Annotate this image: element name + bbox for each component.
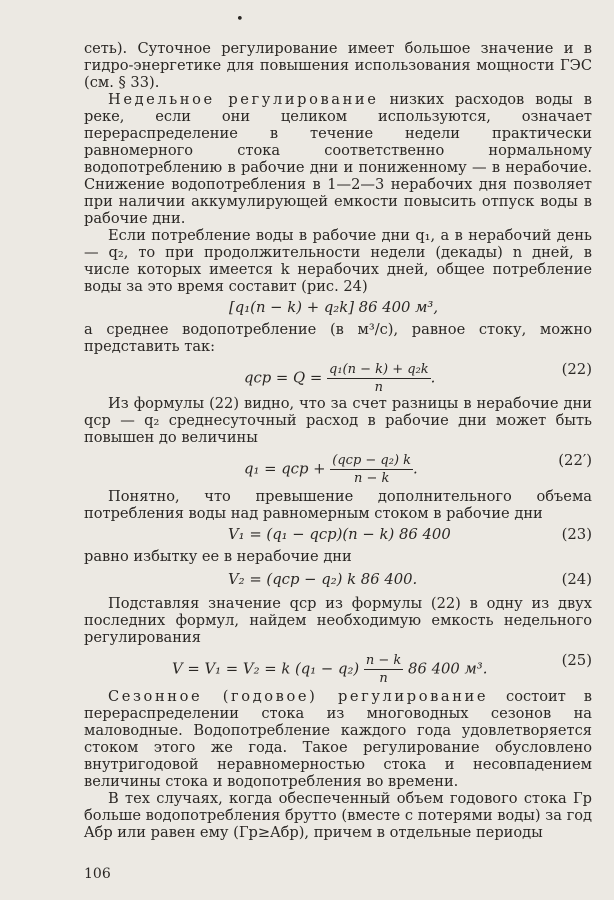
formula-22prime-number: (22′) [558,452,592,469]
formula-24-number: (24) [561,571,592,588]
formula-22prime-numerator: (qср − q₂) k [332,453,412,468]
formula-24 [84,565,592,595]
formula-22prime-fraction [330,452,413,487]
paragraph-weekly [84,91,592,227]
formula-22prime [84,446,592,488]
formula-25-right: 86 400 м³. [408,660,488,678]
paragraph-4: а среднее водопотребление (в м³/с), равное стоку, можно представить так: [84,321,592,355]
formula-22 [84,355,592,395]
paragraph-7: равно избытку ее в нерабочие дни [84,548,352,565]
formula-total [84,295,592,321]
formula-25 [84,646,592,688]
formula-total-expr: [q₁(n − k) + q₂k] 86 400 м³, [229,299,439,316]
formula-25-expr [172,652,487,687]
page-text [84,40,592,841]
paragraph-5: Из формулы (22) видно, что за счет разницы в нерабочие дни qср — q₂ среднесуточный расход в рабочие дни может быть повышен до величины [84,395,592,446]
paragraph-1: сеть). Суточное регулирование имеет большое значение и в гидро-энергетике для повышения использования мощности ГЭС (см. § 33). [84,40,592,91]
formula-22-denominator: n [374,380,384,395]
formula-24-expr: V₂ = (qср − q₂) k 86 400. [228,571,418,588]
page-number: 106 [84,866,111,882]
paragraph-seasonal-body: состоит в перераспределении стока из многоводных сезонов на маловодные. Водопотребление каждого года удовлетворяется стоком этого же года. Такое регулирование обусловлено внутригодовой неравномерностью стока и несовпадением величины стока и водопотребления во времени. [84,688,592,790]
paragraph-8: Подставляя значение qср из формулы (22) в одну из двух последних формул, найдем необходимую емкость недельного регулирования [84,595,592,646]
formula-25-left: V = V₁ = V₂ = k (q₁ − q₂) [172,660,360,678]
paragraph-weekly-body: низких расходов воды в реке, если они целиком используются, означает перераспределение в течение недели практически равномерного стока соответственно нормальному водопотреблению в рабочие дни и пониженному — в нерабочие. Снижение водопотребления в 1—2—3 нерабочих дня позволяет при наличии аккумулирующей емкости повысить отпуск воды в рабочие дни. [84,91,592,227]
formula-22-fraction [327,361,431,396]
heading-seasonal-regulation: Сезонное (годовое) регулирование [108,688,489,705]
paragraph-10: В тех случаях, когда обеспеченный объем годового стока Гр больше водопотребления брутто (вместе с потерями воды) за год Aбр или равен ему (Гр≥Aбр), причем в отдельные периоды [84,790,592,841]
formula-22prime-expr: q₁ = qср + $\frac{\text{(qср − q₂) k}}{n - k}$ . [244,453,418,486]
paragraph-6: Понятно, что превышение дополнительного объема потребления воды над равномерным стоком в рабочие дни [84,488,592,522]
formula-22-expr: qср = Q = $\frac{\text{q₁(n − k) + q₂k}}{n}$ . [244,362,436,395]
formula-25-numerator: n − k [365,653,402,668]
formula-23-number: (23) [561,526,592,543]
formula-25-number: (25) [561,652,592,669]
formula-25-fraction [364,652,403,687]
formula-22-numerator: q₁(n − k) + q₂k [329,362,429,377]
formula-23 [84,522,592,548]
formula-22prime-left: q₁ = qср + [244,460,326,478]
formula-23-expr: V₁ = (q₁ − qср)(n − k) 86 400 [228,526,451,543]
formula-22prime-denominator: n − k [353,471,390,486]
formula-22-number: (22) [561,361,592,378]
top-mark: • [236,12,244,27]
paragraph-seasonal [84,688,592,790]
formula-25-denominator: n [379,671,388,686]
paragraph-3: Если потребление воды в рабочие дни q₁, а в нерабочий день — q₂, то при продолжительности недели (декады) n дней, в числе которых имеется k нерабочих дней, общее потребление воды за это время составит (рис. 24) [84,227,592,295]
heading-weekly-regulation: Недельное регулирование [108,91,379,108]
formula-22-left: qср = Q = [244,369,323,387]
